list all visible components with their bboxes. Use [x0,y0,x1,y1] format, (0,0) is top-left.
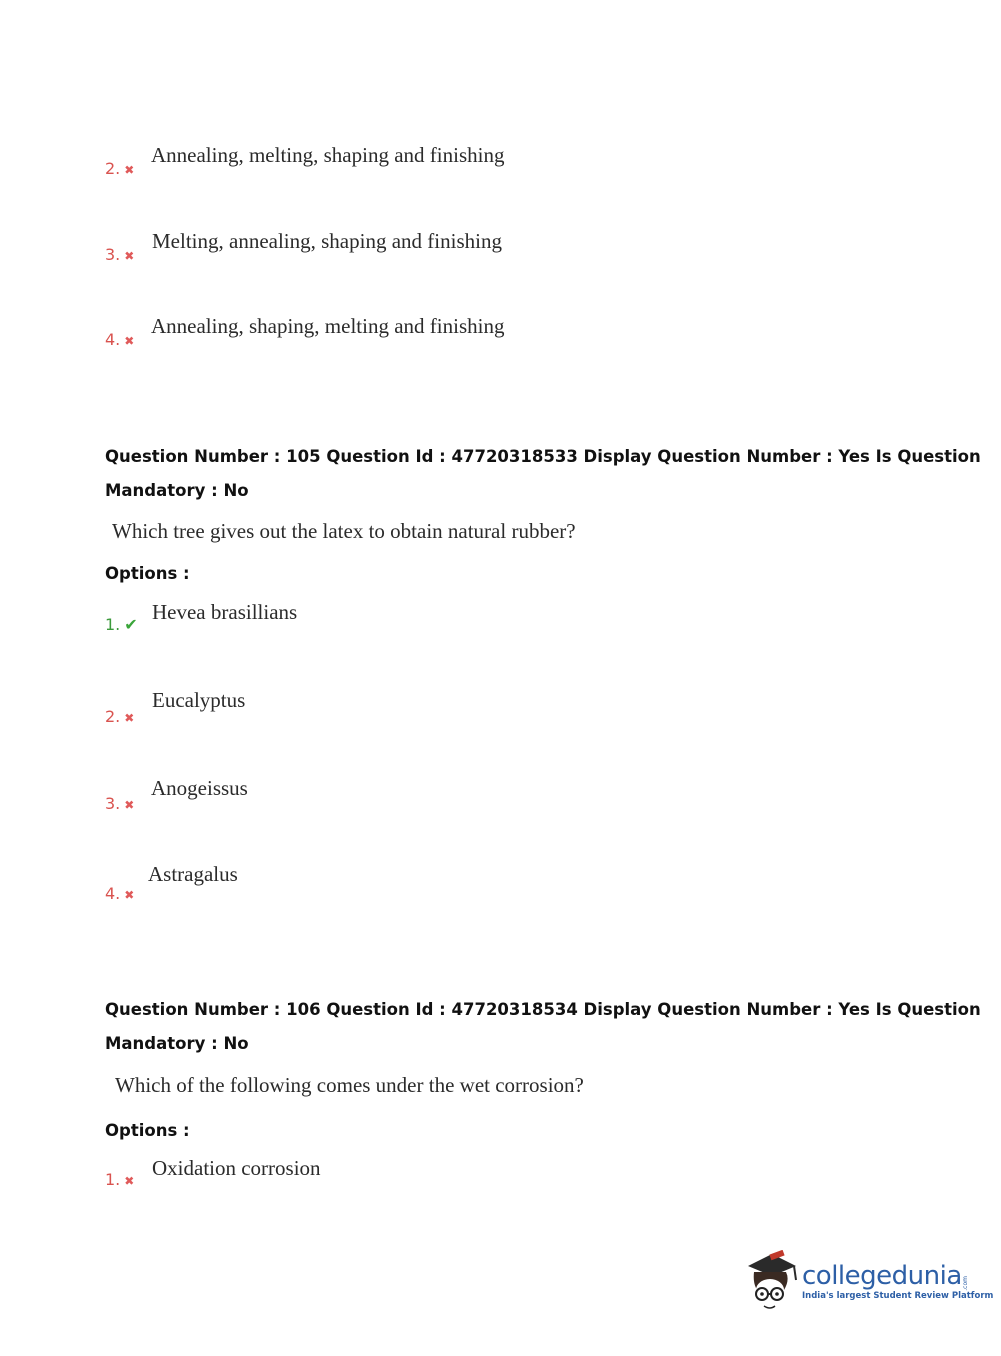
cross-icon: ✖ [124,711,135,725]
question-105-header-line2: Mandatory : No [105,481,249,500]
option-number: 2. [105,707,121,726]
check-icon: ✔ [124,615,138,634]
option-text: Astragalus [148,862,238,886]
option-number: 4. [105,884,121,903]
option-number: 3. [105,245,121,264]
option-text: Annealing, shaping, melting and finishing [151,314,505,338]
option-number: 4. [105,330,121,349]
question-106-text: Which of the following comes under the wet corrosion? [115,1073,584,1097]
logo-name: collegedunia [802,1261,962,1291]
cross-icon: ✖ [124,249,135,263]
option-number: 2. [105,159,121,178]
collegedunia-logo [742,1250,993,1312]
cross-icon: ✖ [124,888,135,902]
option-text: Melting, annealing, shaping and finishing [152,229,502,253]
logo-tagline: India's largest Student Review Platform [802,1291,994,1301]
option-text: Hevea brasillians [152,600,298,624]
question-105-options-label: Options : [105,564,190,583]
cross-icon: ✖ [124,163,135,177]
cross-icon: ✖ [124,798,135,812]
option-text: Anogeissus [151,776,248,800]
logo-suffix: .com [961,1276,969,1291]
option-number: 3. [105,794,121,813]
question-105-text: Which tree gives out the latex to obtain natural rubber? [112,519,576,543]
option-text: Annealing, melting, shaping and finishing [151,143,505,167]
question-105-header-line1: Question Number : 105 Question Id : 47720318533 Display Question Number : Yes Is Question [105,447,981,466]
option-text: Eucalyptus [152,688,246,712]
question-106-header-line2: Mandatory : No [105,1034,249,1053]
cross-icon: ✖ [124,1174,135,1188]
mascot-icon [742,1250,800,1312]
option-text: Oxidation corrosion [152,1156,321,1180]
option-number: 1. [105,615,121,634]
question-106-options-label: Options : [105,1121,190,1140]
option-number: 1. [105,1170,121,1189]
cross-icon: ✖ [124,334,135,348]
question-106-header-line1: Question Number : 106 Question Id : 47720318534 Display Question Number : Yes Is Question [105,1000,981,1019]
